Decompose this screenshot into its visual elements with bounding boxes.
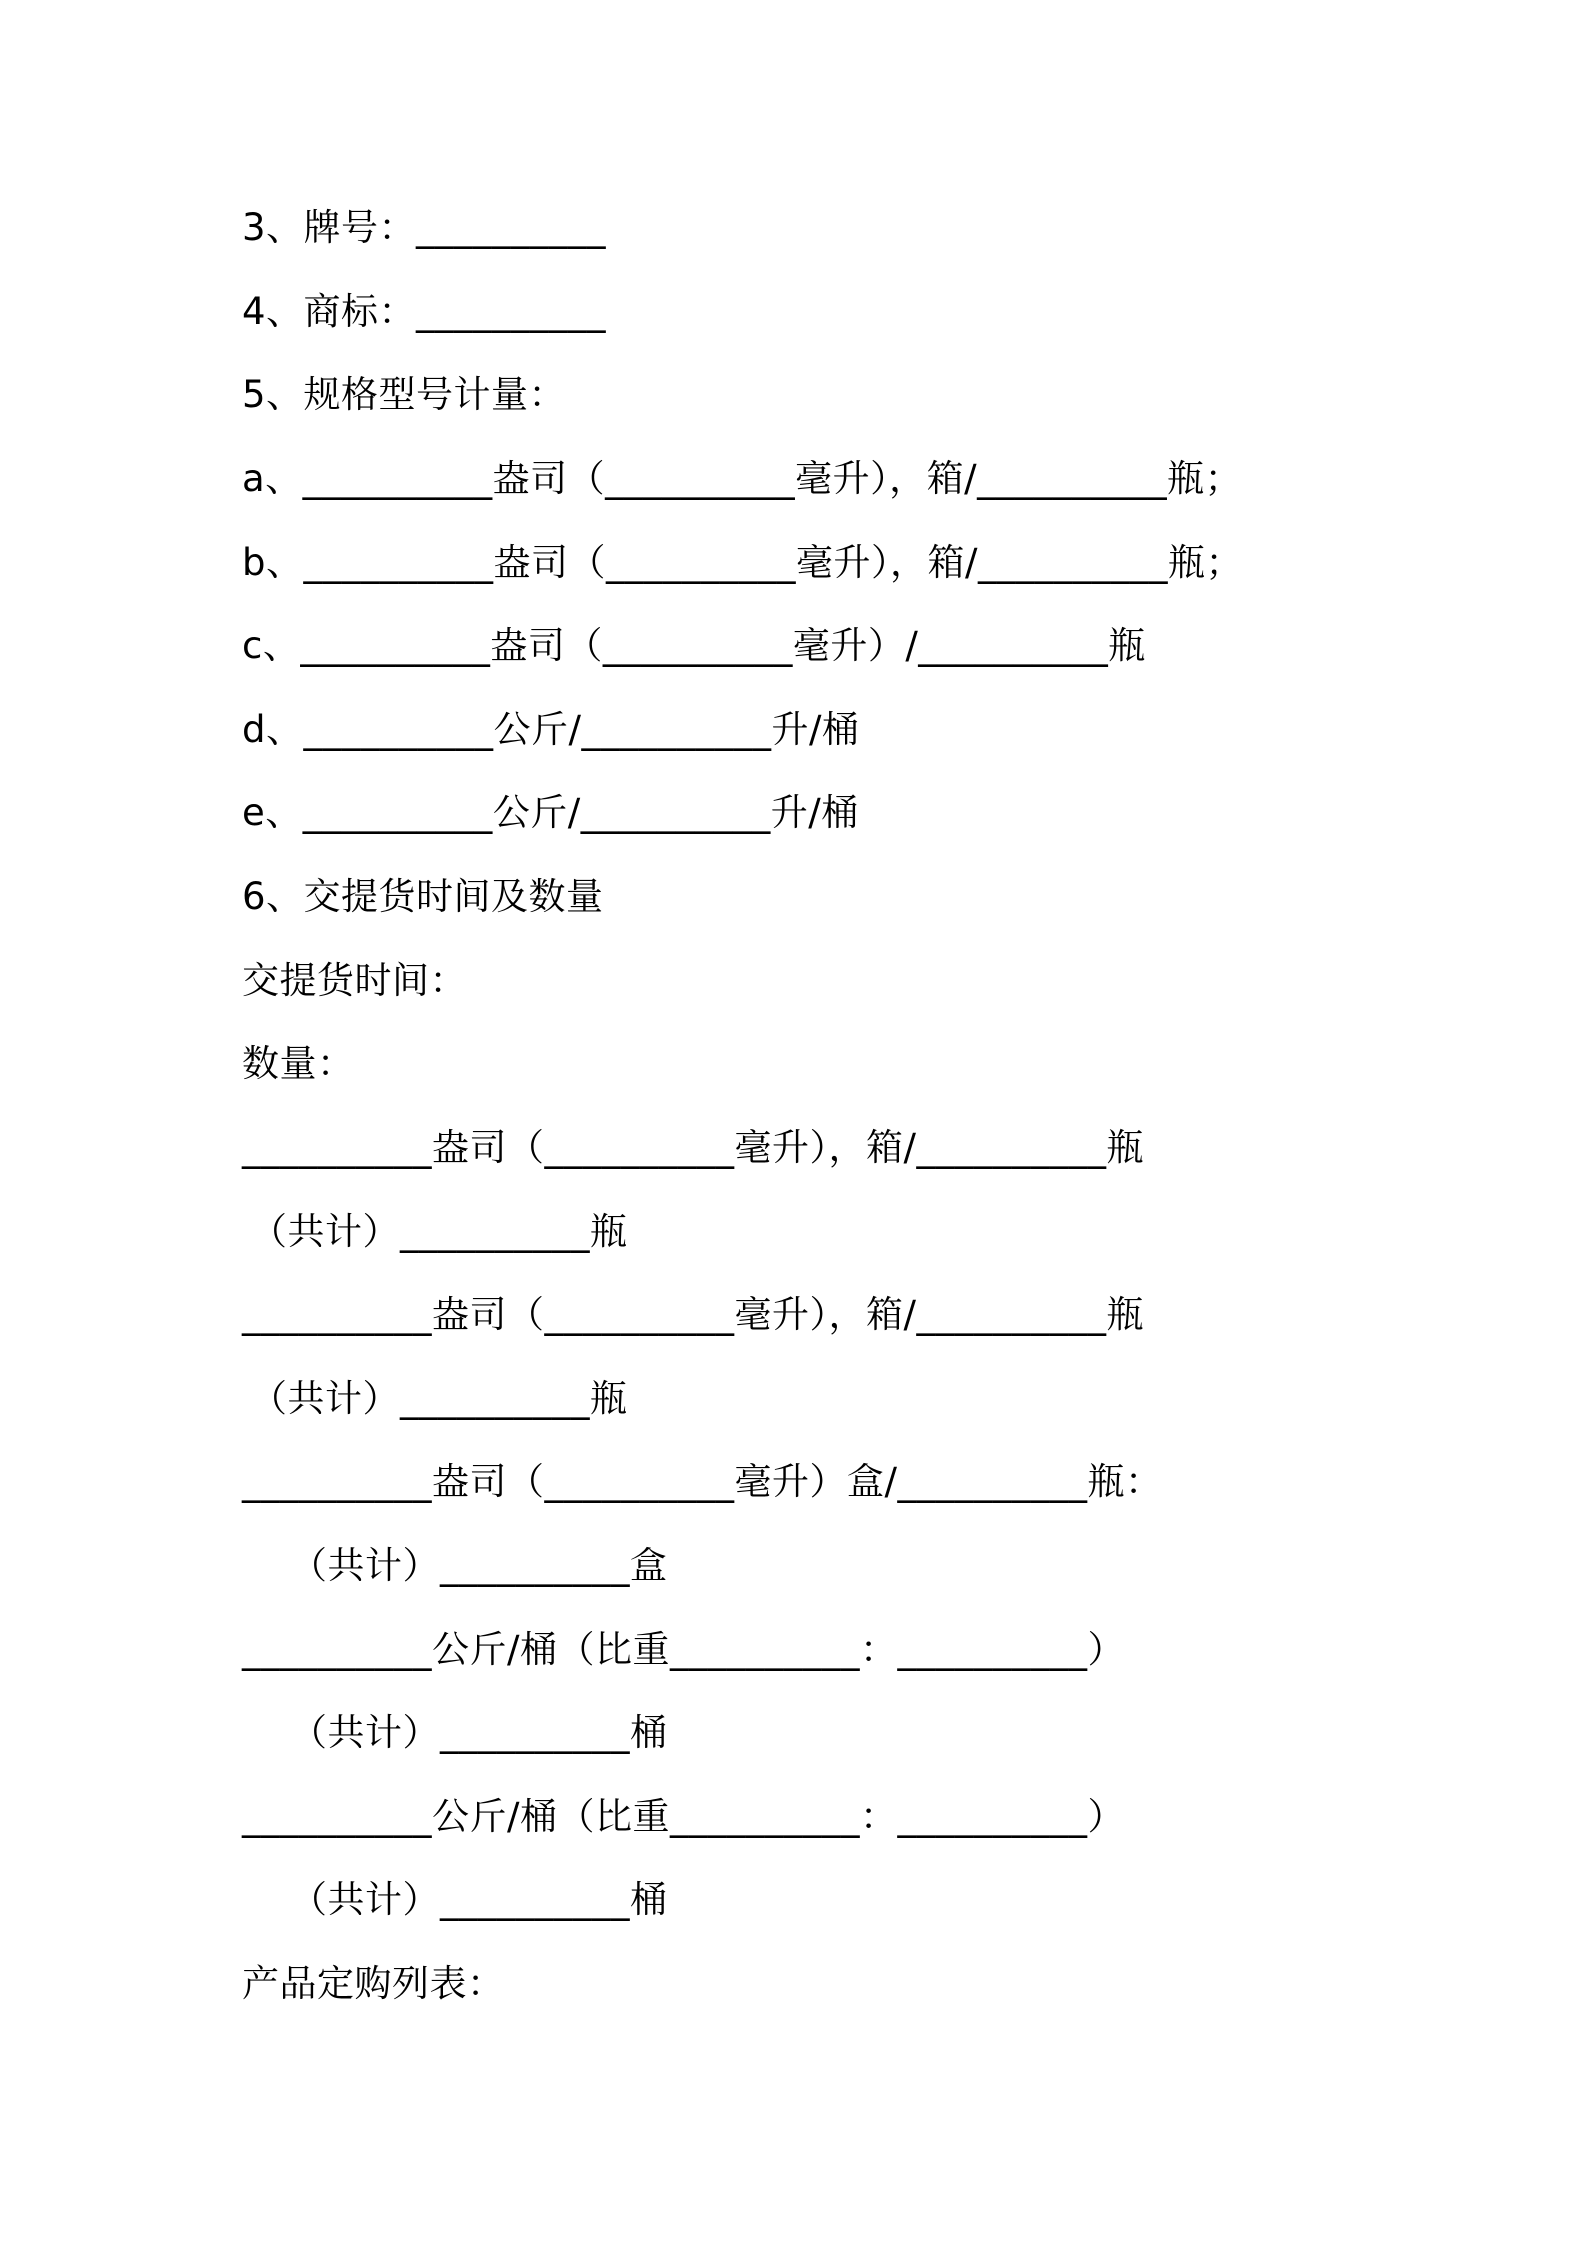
quantity-label: 数量：: [242, 1042, 355, 1085]
quantity-total-5: （共计）__________桶: [290, 1878, 668, 1921]
quantity-total-3: （共计）__________盒: [290, 1544, 668, 1587]
spec-item-e: e、__________公斤/__________升/桶: [242, 791, 859, 834]
trademark-line: 4、商标：__________: [242, 290, 607, 333]
order-list-heading: 产品定购列表：: [242, 1962, 505, 2005]
spec-item-d: d、__________公斤/__________升/桶: [242, 708, 860, 751]
quantity-total-1: （共计）__________瓶: [250, 1210, 628, 1253]
brand-number-line: 3、牌号：__________: [242, 206, 607, 249]
quantity-line-1: __________盎司（__________毫升），箱/__________瓶: [242, 1126, 1144, 1169]
delivery-time-label: 交提货时间：: [242, 959, 467, 1002]
quantity-total-2: （共计）__________瓶: [250, 1377, 628, 1420]
quantity-line-4: __________公斤/桶（比重__________：__________）: [242, 1628, 1125, 1671]
spec-item-a: a、__________盎司（__________毫升），箱/__________瓶；: [242, 457, 1243, 500]
quantity-line-5: __________公斤/桶（比重__________：__________）: [242, 1795, 1125, 1838]
spec-item-b: b、__________盎司（__________毫升），箱/__________瓶；: [242, 541, 1243, 584]
spec-item-c: c、__________盎司（__________毫升）/__________瓶: [242, 624, 1146, 667]
quantity-line-3: __________盎司（__________毫升）盒/__________瓶：: [242, 1460, 1163, 1503]
quantity-total-4: （共计）__________桶: [290, 1711, 668, 1754]
spec-heading: 5、规格型号计量：: [242, 373, 567, 416]
delivery-heading: 6、交提货时间及数量: [242, 875, 604, 918]
quantity-line-2: __________盎司（__________毫升），箱/__________瓶: [242, 1293, 1144, 1336]
